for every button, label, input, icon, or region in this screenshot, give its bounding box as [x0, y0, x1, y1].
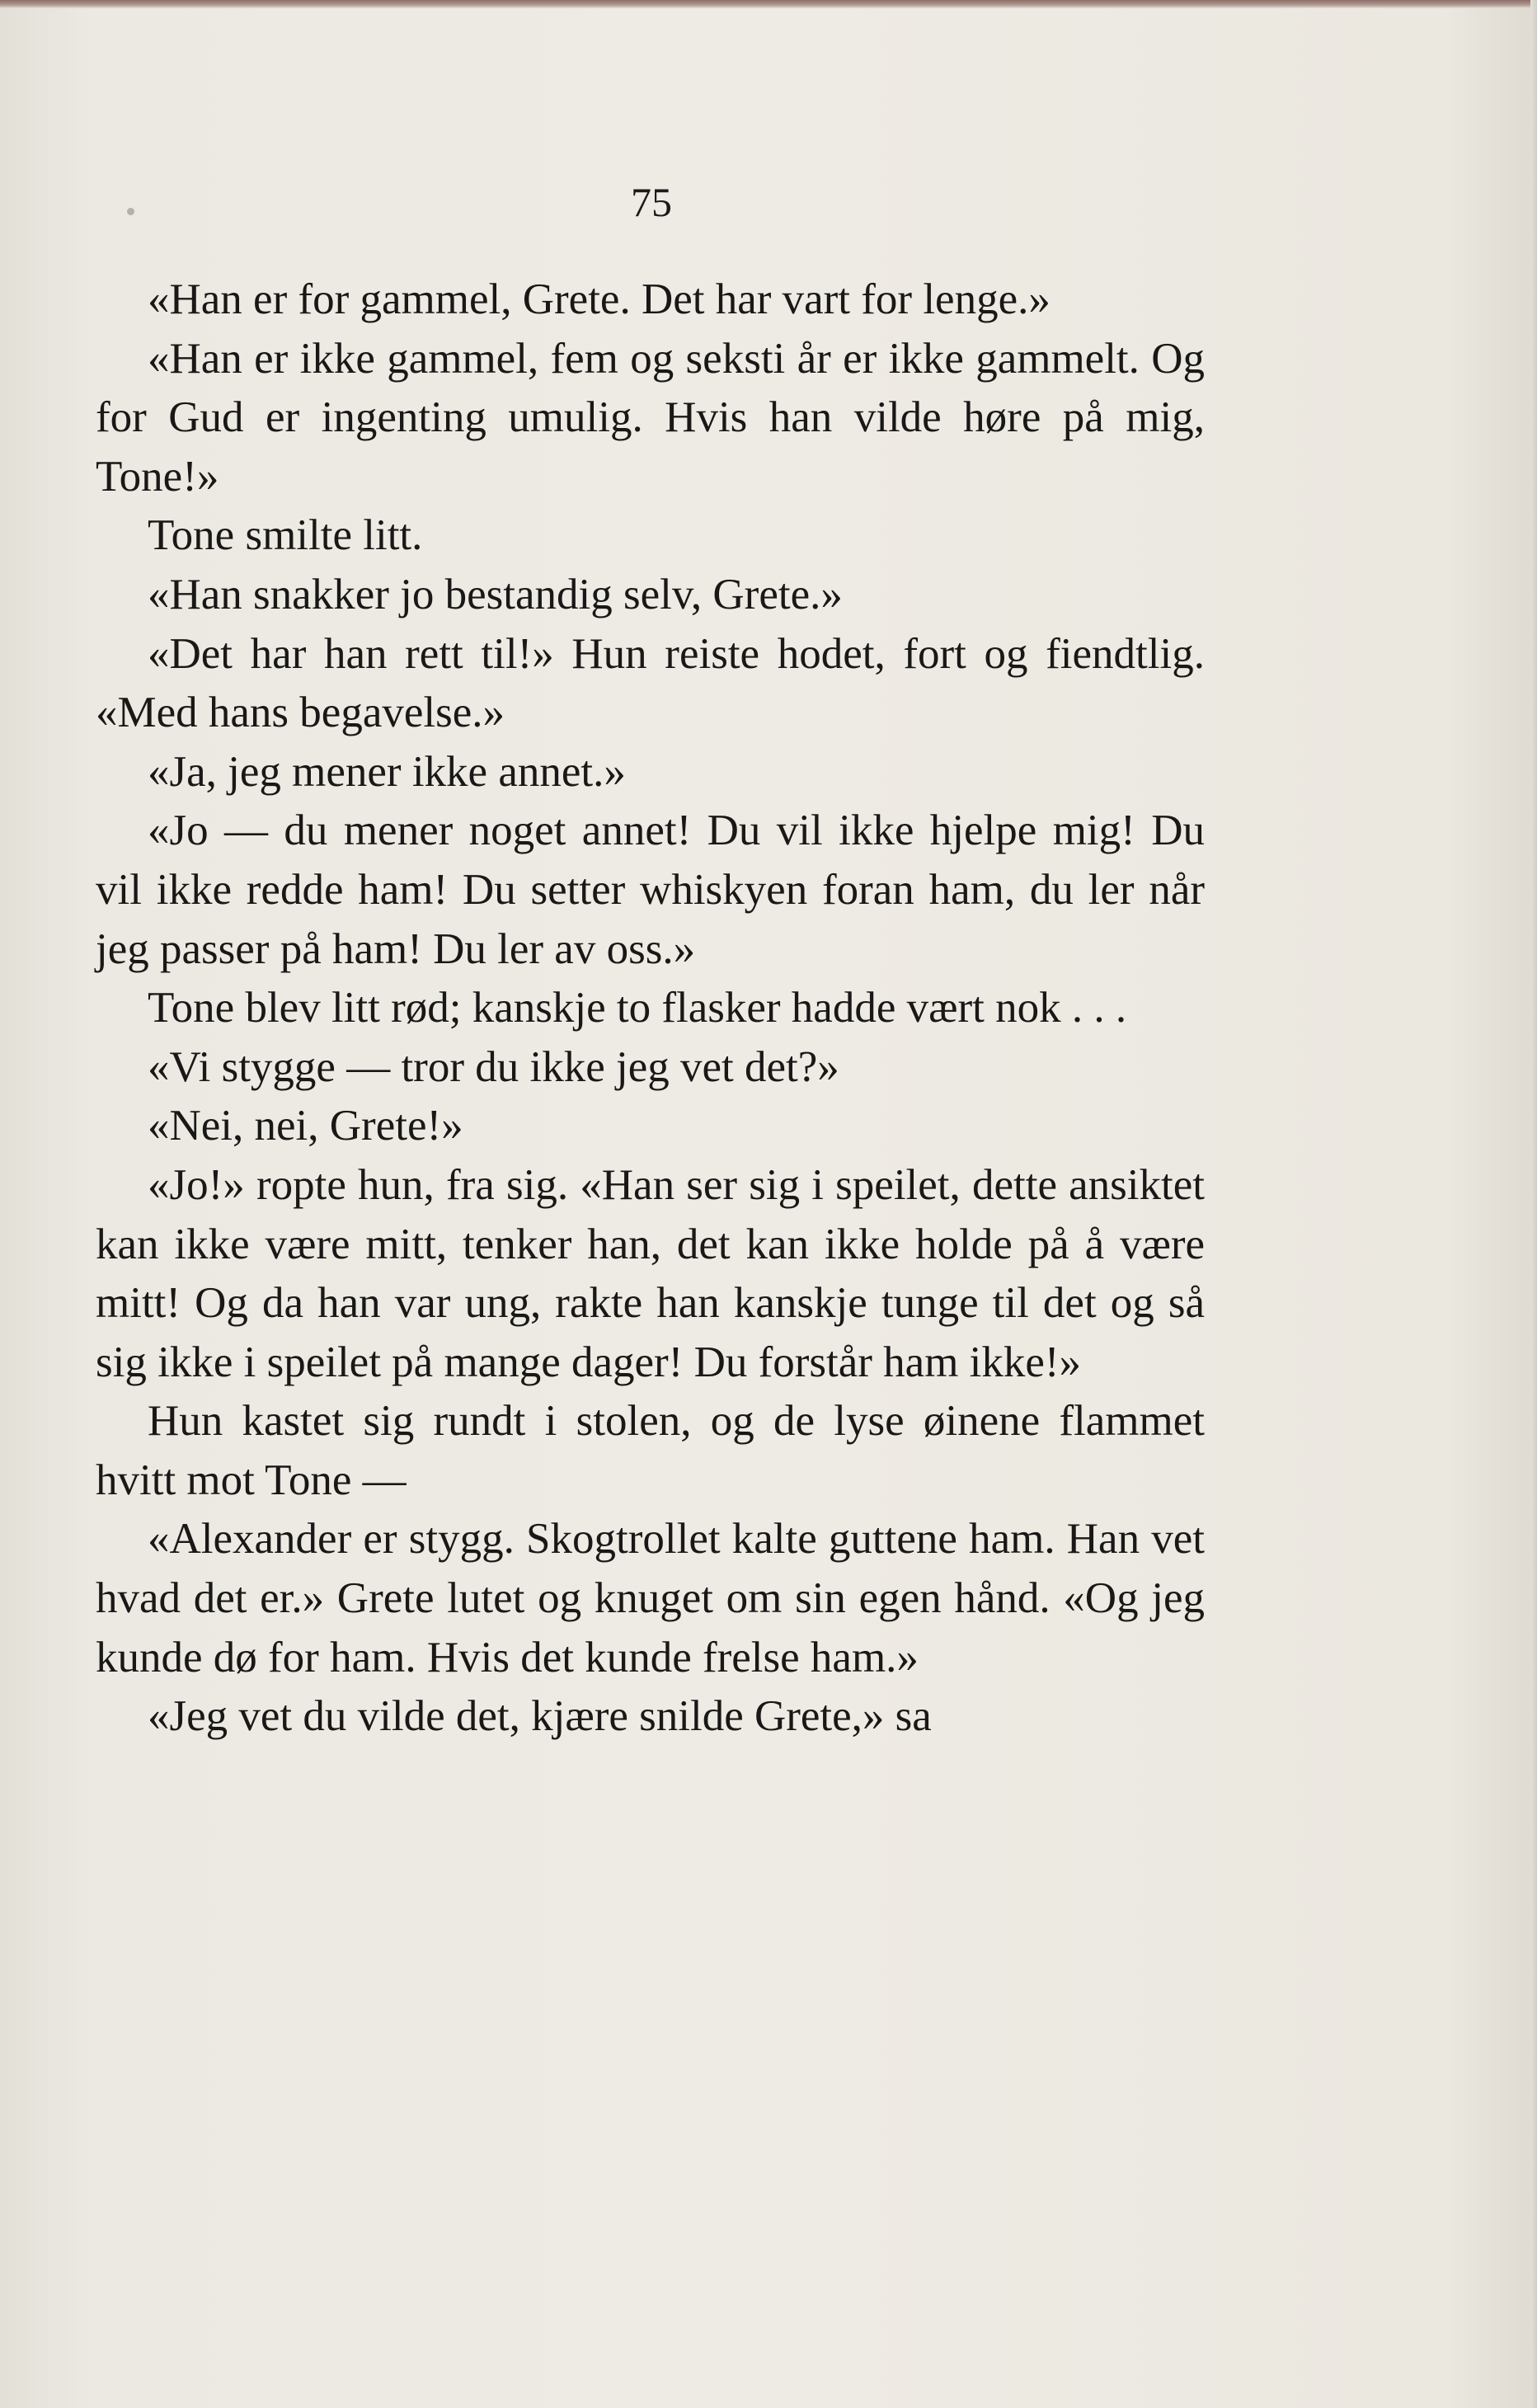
paragraph: Hun kastet sig rundt i stolen, og de lyse øinene flammet hvitt mot Tone — — [96, 1397, 1205, 1504]
paragraph: «Alexander er stygg. Skogtrollet kalte guttene ham. Han vet hvad det er.» Grete lutet og knuget om sin egen hånd. «Og jeg kunde dø for ham. Hvis det kunde frelse ham.» — [96, 1515, 1205, 1681]
paragraph: «Han er ikke gammel, fem og seksti år er ikke gammelt. Og for Gud er ingenting umulig. Hvis han vilde høre på mig, Tone!» — [96, 334, 1205, 501]
paragraph: «Jo!» ropte hun, fra sig. «Han ser sig i speilet, dette ansiktet kan ikke være mitt, tenker han, det kan ikke holde på å være mitt! Og da han var ung, rakte han kanskje tunge til det og så sig ikke i speilet på mange dager! Du forstår ham ikke!» — [96, 1160, 1205, 1386]
paragraph: «Jeg vet du vilde det, kjære snilde Grete,» sa — [148, 1692, 932, 1741]
page-number: 75 — [631, 179, 672, 225]
paragraph: «Han snakker jo bestandig selv, Grete.» — [148, 570, 843, 618]
body-text — [96, 270, 1205, 1747]
paragraph: «Jo — du mener noget annet! Du vil ikke hjelpe mig! Du vil ikke redde ham! Du setter whiskyen foran ham, du ler når jeg passer på ham! Du ler av oss.» — [96, 807, 1205, 973]
page-right-edge — [1530, 0, 1537, 2408]
paragraph: Tone blev litt rød; kanskje to flasker hadde vært nok . . . — [148, 984, 1127, 1032]
paragraph: «Nei, nei, Grete!» — [148, 1102, 463, 1150]
paragraph: «Det har han rett til!» Hun reiste hodet, fort og fiendtlig. «Med hans begavelse.» — [96, 629, 1205, 737]
paragraph: «Vi stygge — tror du ikke jeg vet det?» — [148, 1042, 839, 1091]
paragraph: Tone smilte litt. — [148, 511, 423, 560]
page-top-edge — [0, 0, 1537, 8]
paragraph: «Ja, jeg mener ikke annet.» — [148, 747, 626, 796]
paragraph: «Han er for gammel, Grete. Det har vart for lenge.» — [148, 275, 1051, 323]
